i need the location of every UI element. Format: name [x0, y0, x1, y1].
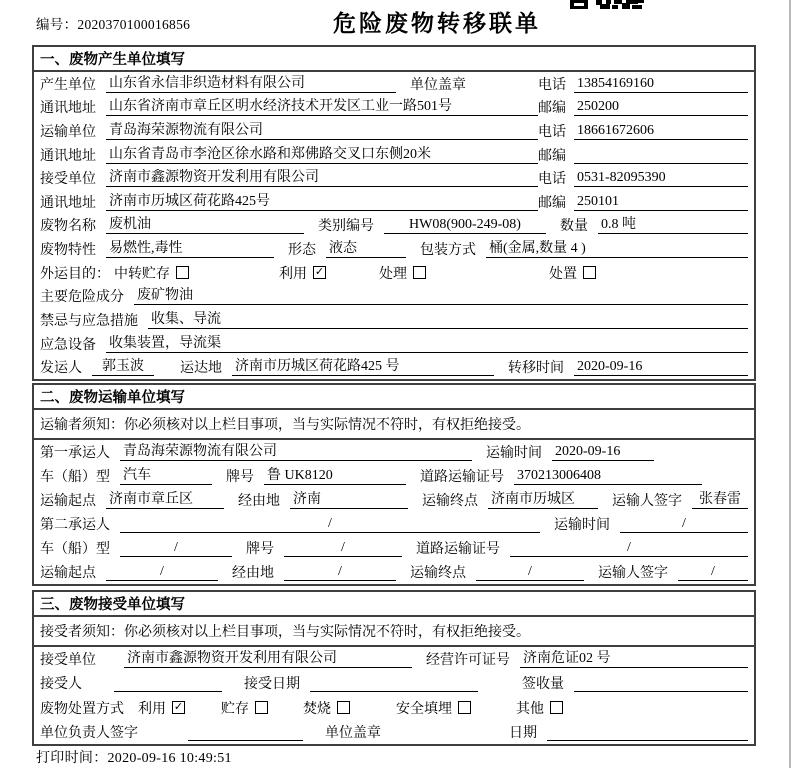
row-producer: [34, 72, 754, 96]
category-code-label: 类别编号: [318, 219, 374, 235]
via-value: /: [284, 563, 396, 581]
unit-seal-label: 单位盖章: [325, 725, 381, 741]
option-label: 利用: [279, 266, 307, 282]
phone-value: 18661672606: [574, 122, 748, 140]
option-label: 焚烧: [303, 701, 331, 717]
via-label: 经由地: [238, 494, 280, 509]
section-transport: [32, 383, 756, 586]
head-signature-label: 单位负责人签字: [40, 725, 138, 741]
producer-zip-group: [538, 97, 748, 117]
zip-label: 邮编: [538, 195, 566, 211]
row-transporter: [34, 119, 754, 143]
option-label: 安全填埋: [396, 701, 452, 717]
checkbox-icon: [583, 266, 596, 279]
destination-value: 济南市历城区荷花路425 号: [232, 358, 494, 376]
shipper-label: 发运人: [40, 361, 82, 377]
vehicle-type-label: 车（船）型: [40, 542, 110, 557]
road-permit-label: 道路运输证号: [416, 542, 500, 557]
row-head-signature: [34, 720, 754, 744]
row-second-carrier: [34, 512, 754, 536]
producer-value: 山东省永信非织造材料有限公司: [106, 75, 396, 93]
transfer-time-value: 2020-09-16: [574, 358, 748, 376]
row-taboo: [34, 308, 754, 332]
row-hazard: [34, 284, 754, 308]
row-first-carrier: [34, 440, 754, 464]
receive-person-label: 接受人: [40, 677, 82, 693]
packing-label: 包装方式: [420, 243, 476, 259]
option-label: 中转贮存: [114, 266, 170, 282]
terminus-label: 运输终点: [410, 566, 466, 581]
road-permit-label: 道路运输证号: [420, 470, 504, 485]
phone-label: 电话: [538, 125, 566, 141]
license-label: 经营许可证号: [426, 653, 510, 669]
page-title: 危险废物转移联单: [333, 10, 541, 36]
receive-unit-value: 济南市鑫源物资开发利用有限公司: [124, 650, 412, 668]
transporter-sign-value: 张春雷: [692, 491, 748, 509]
form-value: 液态: [326, 240, 406, 258]
quantity-value: 0.8 吨: [598, 216, 748, 234]
receiver-value: 济南市鑫源物资开发利用有限公司: [106, 169, 538, 187]
transport-notice: 运输者须知：你必须核对以上栏目事项，当与实际情况不符时，有权拒绝接受。: [34, 410, 754, 440]
carrier-label: 第二承运人: [40, 518, 110, 533]
equipment-value: 收集装置，导流渠: [106, 335, 748, 353]
checkbox-icon: [413, 266, 426, 279]
receive-date-label: 接受日期: [244, 677, 300, 693]
carrier-value: 青岛海荣源物流有限公司: [120, 443, 472, 461]
row-purpose: [34, 261, 754, 285]
taboo-label: 禁忌与应急措施: [40, 313, 138, 329]
checkbox-icon: [550, 701, 563, 714]
checkbox-checked-icon: ✓: [314, 265, 325, 279]
via-label: 经由地: [232, 566, 274, 581]
form-label: 形态: [288, 243, 316, 259]
row-receive-person: [34, 671, 754, 695]
window-edge-line: [789, 0, 791, 768]
address-label: 通讯地址: [40, 195, 96, 211]
purpose-label: 外运目的：: [40, 266, 110, 282]
origin-value: /: [106, 563, 218, 581]
checkbox-checked-icon: ✓: [173, 700, 184, 714]
address-label: 通讯地址: [40, 101, 96, 117]
phone-value: 13854169160: [574, 75, 748, 93]
terminus-label: 运输终点: [422, 494, 478, 509]
producer-phone-group: [538, 74, 748, 94]
zip-label: 邮编: [538, 148, 566, 164]
option-treat: [379, 263, 426, 283]
date-value: [547, 723, 748, 741]
waste-name-label: 废物名称: [40, 219, 96, 235]
section-transport-title: 二、废物运输单位填写: [34, 385, 754, 410]
transport-time-label: 运输时间: [486, 446, 542, 461]
terminus-value: 济南市历城区: [488, 491, 598, 509]
trait-value: 易燃性,毒性: [106, 240, 274, 258]
packing-value: 桶(金属,数量 4 ): [486, 240, 748, 258]
plate-label: 牌号: [246, 542, 274, 557]
hazard-label: 主要危险成分: [40, 290, 124, 306]
date-label: 日期: [509, 725, 537, 741]
section-receiver: [32, 590, 756, 746]
checkbox-icon: [255, 701, 268, 714]
address-label: 通讯地址: [40, 148, 96, 164]
transport-time-label: 运输时间: [554, 518, 610, 533]
transport-time-value: 2020-09-16: [552, 443, 654, 461]
checkbox-icon: [337, 701, 350, 714]
transport-time-value: /: [620, 515, 748, 533]
hazard-value: 废矿物油: [134, 287, 748, 305]
road-permit-value: /: [510, 539, 748, 557]
address-value: 济南市历城区荷花路425号: [106, 193, 538, 211]
receiver-zip-group: [538, 192, 748, 212]
receive-person-value: [114, 674, 222, 692]
vehicle-type-value: 汽车: [120, 467, 212, 485]
option-incinerate: [303, 698, 350, 718]
zip-value: [574, 146, 748, 164]
carrier-label: 第一承运人: [40, 446, 110, 461]
row-producer-address: [34, 96, 754, 120]
option-label: 处置: [549, 266, 577, 282]
option-label: 处理: [379, 266, 407, 282]
row-route-2: [34, 560, 754, 584]
print-time: [36, 747, 232, 767]
transfer-time-label: 转移时间: [508, 361, 564, 377]
option-dispose: [549, 263, 596, 283]
checkbox-icon: [176, 266, 189, 279]
option-label: 其他: [516, 701, 544, 717]
receive-unit-label: 接受单位: [40, 653, 96, 669]
equipment-label: 应急设备: [40, 337, 96, 353]
option-label: 贮存: [221, 701, 249, 717]
print-time-value: 2020-09-16 10:49:51: [107, 751, 232, 766]
disposal-method-label: 废物处置方式: [40, 701, 124, 717]
option-storage: [221, 698, 268, 718]
plate-value: /: [284, 539, 402, 557]
waste-name-value: 废机油: [106, 216, 304, 234]
address-value: 山东省济南市章丘区明水经济技术开发区工业一路501号: [106, 98, 538, 116]
section-producer-title: 一、废物产生单位填写: [34, 47, 754, 72]
zip-value: 250101: [574, 193, 748, 211]
plate-label: 牌号: [226, 470, 254, 485]
option-utilize: [279, 263, 326, 283]
zip-value: 250200: [574, 98, 748, 116]
origin-label: 运输起点: [40, 566, 96, 581]
row-vehicle-1: [34, 464, 754, 488]
road-permit-value: 370213006408: [514, 467, 702, 485]
plate-value: 鲁 UK8120: [264, 467, 406, 485]
terminus-value: /: [476, 563, 584, 581]
row-vehicle-2: [34, 536, 754, 560]
receiver-notice: 接受者须知：你必须核对以上栏目事项，当与实际情况不符时，有权拒绝接受。: [34, 617, 754, 647]
origin-value: 济南市章丘区: [106, 491, 224, 509]
destination-label: 运达地: [180, 361, 222, 377]
row-route-1: [34, 488, 754, 512]
trait-label: 废物特性: [40, 243, 96, 259]
qr-code-fragment: [570, 0, 644, 10]
row-receiver: [34, 166, 754, 190]
category-code-value: HW08(900-249-08): [384, 216, 546, 234]
head-signature-value: [188, 723, 303, 741]
transporter-label: 运输单位: [40, 125, 96, 141]
row-disposal-method: [34, 696, 754, 720]
license-value: 济南危证02 号: [520, 650, 748, 668]
phone-value: 0531-82095390: [574, 169, 748, 187]
receiver-label: 接受单位: [40, 172, 96, 188]
print-time-label: 打印时间：: [36, 751, 108, 766]
transporter-sign-label: 运输人签字: [612, 494, 682, 509]
doc-number-label: 编号：: [36, 17, 78, 32]
section-producer: [32, 45, 756, 381]
transporter-sign-label: 运输人签字: [598, 566, 668, 581]
carrier-value: /: [120, 515, 540, 533]
option-other: [516, 698, 563, 718]
receiver-phone-group: [538, 168, 748, 188]
section-receiver-title: 三、废物接受单位填写: [34, 592, 754, 617]
taboo-value: 收集、导流: [148, 311, 748, 329]
producer-label: 产生单位: [40, 77, 96, 93]
doc-number: [36, 13, 190, 33]
vehicle-type-label: 车（船）型: [40, 470, 110, 485]
row-receiver-address: [34, 190, 754, 214]
phone-label: 电话: [538, 77, 566, 93]
transporter-value: 青岛海荣源物流有限公司: [106, 122, 538, 140]
checkbox-icon: [458, 701, 471, 714]
doc-number-value: 2020370100016856: [77, 17, 191, 32]
row-waste-name: [34, 214, 754, 238]
option-transfer-storage: [114, 263, 189, 283]
signed-amount-label: 签收量: [522, 677, 564, 693]
via-value: 济南: [290, 491, 408, 509]
transporter-zip-group: [538, 145, 748, 165]
origin-label: 运输起点: [40, 494, 96, 509]
quantity-label: 数量: [560, 219, 588, 235]
row-emergency-equipment: [34, 332, 754, 356]
option-utilize: [138, 698, 185, 718]
shipper-value: 郭玉波: [92, 358, 154, 376]
signed-amount-value: [574, 674, 748, 692]
row-waste-trait: [34, 237, 754, 261]
transporter-sign-value: /: [678, 563, 748, 581]
row-receive-unit: [34, 647, 754, 671]
receive-date-value: [310, 674, 478, 692]
option-landfill: [396, 698, 471, 718]
zip-label: 邮编: [538, 101, 566, 117]
row-shipper: [34, 355, 754, 379]
phone-label: 电话: [538, 172, 566, 188]
transporter-phone-group: [538, 121, 748, 141]
address-value: 山东省青岛市李沧区徐水路和郑佛路交叉口东侧20米: [106, 146, 538, 164]
vehicle-type-value: /: [120, 539, 232, 557]
unit-seal-label: 单位盖章: [410, 77, 466, 93]
option-label: 利用: [138, 701, 166, 717]
row-transporter-address: [34, 143, 754, 167]
